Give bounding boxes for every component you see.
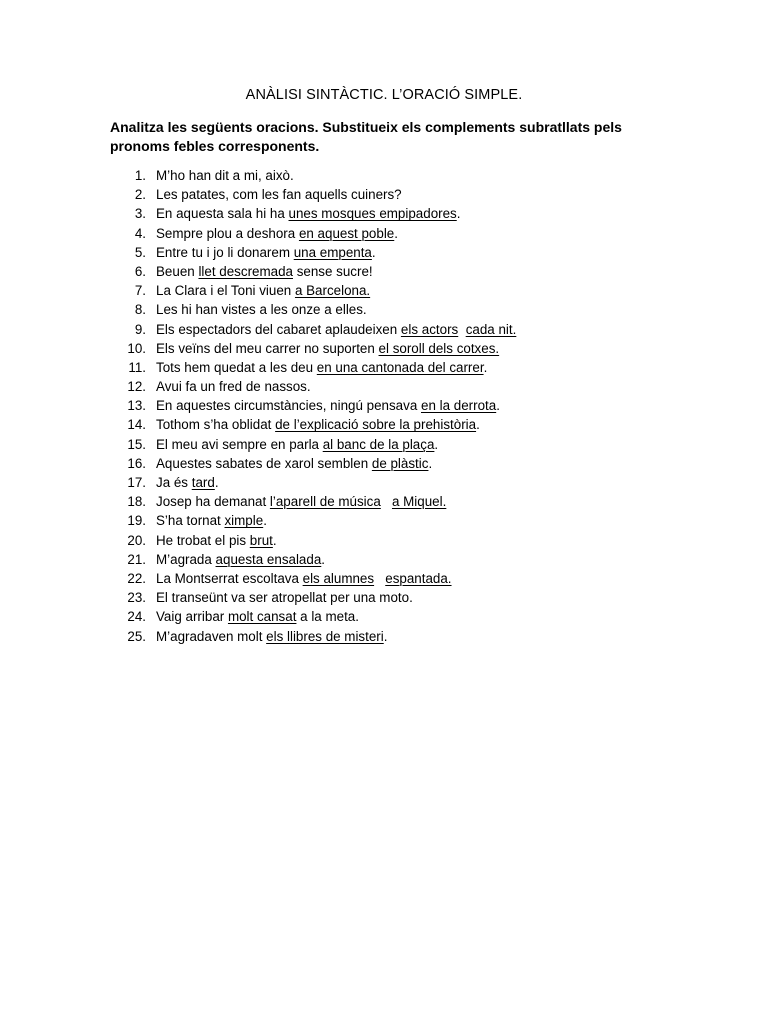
sentence-text: .	[214, 475, 219, 490]
exercise-item	[110, 473, 670, 492]
exercise-number: 24.	[127, 609, 146, 625]
sentence-text: .	[321, 551, 326, 567]
exercise-sentence	[156, 511, 267, 530]
exercise-sentence	[156, 435, 438, 454]
exercise-item	[110, 607, 670, 626]
exercise-number: 16.	[127, 455, 146, 471]
exercise-item	[110, 377, 670, 396]
underlined-complement: els actors	[400, 321, 459, 337]
exercise-item	[110, 300, 670, 319]
exercise-item	[110, 320, 670, 339]
exercise-item	[110, 185, 670, 204]
sentence-text: .	[263, 513, 267, 529]
exercise-sentence	[156, 204, 460, 223]
underlined-complement: a Miquel.	[391, 494, 447, 510]
underlined-complement: llet descremada	[198, 263, 293, 279]
underlined-complement: els llibres de misteri	[266, 628, 384, 644]
exercise-item	[110, 396, 670, 415]
sentence-text: Beuen	[156, 263, 199, 279]
exercise-sentence	[156, 166, 294, 185]
exercise-sentence	[156, 300, 367, 319]
exercise-number: 5.	[134, 244, 146, 260]
sentence-text: La Clara i el Toni viuen	[156, 283, 295, 299]
exercise-sentence	[156, 281, 370, 300]
sentence-text: Tothom s’ha oblidat	[156, 417, 276, 433]
underlined-complement: cada nit.	[465, 321, 517, 337]
sentence-text: He trobat el pis	[156, 532, 250, 548]
exercise-sentence	[156, 185, 402, 204]
exercise-sentence	[156, 396, 500, 415]
sentence-text: En aquestes circumstàncies, ningú pensava	[156, 398, 421, 414]
sentence-text: Les hi han vistes a les onze a elles.	[156, 302, 367, 318]
sentence-text: Ja és	[156, 475, 192, 490]
exercise-sentence	[156, 358, 487, 377]
exercise-sentence	[156, 569, 452, 588]
sentence-text: Aquestes sabates de xarol semblen	[156, 455, 372, 471]
underlined-complement: de l’explicació sobre la prehistòria	[275, 417, 477, 433]
exercise-item	[110, 492, 670, 511]
underlined-complement: al banc de la plaça	[322, 436, 435, 452]
exercise-number: 13.	[127, 398, 146, 414]
exercise-number: 7.	[134, 283, 146, 299]
sentence-text: .	[371, 244, 376, 260]
underlined-complement: tard	[191, 475, 215, 490]
exercise-item	[110, 569, 670, 588]
sentence-text: M’ho han dit a mi, això.	[156, 168, 294, 183]
underlined-complement: una empenta	[293, 244, 372, 260]
exercise-sentence	[156, 607, 359, 626]
sentence-text: Sempre plou a deshora	[156, 225, 299, 241]
exercise-sentence	[156, 262, 373, 281]
sentence-text: En aquesta sala hi ha	[156, 206, 289, 222]
sentence-text: Tots hem quedat a les deu	[156, 359, 317, 375]
underlined-complement: unes mosques empipadores	[288, 206, 457, 222]
exercise-number: 17.	[127, 475, 146, 490]
underlined-complement: ximple	[224, 513, 264, 529]
sentence-text: Els veïns del meu carrer no suporten	[156, 340, 379, 356]
sentence-text: .	[394, 225, 398, 241]
sentence-text	[458, 322, 465, 337]
exercise-sentence	[156, 588, 413, 607]
exercise-number: 21.	[127, 551, 146, 567]
exercise-item	[110, 204, 670, 223]
exercise-sentence	[156, 550, 325, 569]
exercise-item	[110, 224, 670, 243]
exercise-sentence	[156, 454, 432, 473]
exercise-sentence	[156, 320, 516, 339]
exercise-item	[110, 511, 670, 530]
exercise-number: 9.	[134, 321, 146, 337]
exercise-number: 10.	[127, 340, 146, 356]
sentence-text: .	[456, 206, 461, 222]
sentence-text	[381, 494, 392, 509]
sentence-text: M’agradaven molt	[156, 628, 267, 644]
sentence-text	[374, 571, 385, 586]
exercise-sentence	[156, 492, 446, 511]
sentence-text: El transeünt va ser atropellat per una moto.	[156, 590, 413, 606]
sentence-text: a la meta.	[296, 609, 359, 625]
sentence-text: Les patates, com les fan aquells cuiners?	[156, 187, 402, 203]
exercise-number: 11.	[128, 359, 146, 375]
sentence-text: .	[434, 436, 439, 452]
sentence-text: sense sucre!	[292, 263, 373, 279]
sentence-text: .	[476, 417, 480, 433]
sentence-text: .	[272, 532, 277, 548]
exercise-sentence	[156, 531, 277, 550]
sentence-text: La Montserrat escoltava	[156, 570, 303, 586]
exercise-number: 4.	[134, 225, 146, 241]
underlined-complement: el soroll dels cotxes.	[378, 340, 500, 356]
sentence-text: Entre tu i jo li donarem	[156, 244, 294, 260]
exercise-item	[110, 531, 670, 550]
exercise-number: 1.	[134, 168, 146, 183]
exercise-item	[110, 358, 670, 377]
exercise-list	[110, 166, 670, 646]
sentence-text: .	[428, 455, 433, 471]
underlined-complement: a Barcelona.	[294, 283, 371, 299]
sentence-text: Vaig arribar	[156, 609, 228, 625]
exercise-item	[110, 454, 670, 473]
exercise-number: 23.	[127, 590, 146, 606]
instructions-text: Analitza les següents oracions. Substitueix els complements subratllats pels pronoms febles corresponents.	[110, 119, 622, 154]
underlined-complement: brut	[249, 532, 273, 548]
sentence-text: Josep ha demanat	[156, 494, 270, 510]
exercise-number: 6.	[134, 263, 146, 279]
exercise-item	[110, 339, 670, 358]
sentence-text: Els espectadors del cabaret aplaudeixen	[156, 321, 401, 337]
exercise-sentence	[156, 473, 219, 492]
exercise-sentence	[156, 415, 480, 434]
exercise-number: 25.	[127, 628, 146, 644]
exercise-number: 22.	[127, 570, 146, 586]
exercise-number: 3.	[134, 206, 146, 222]
underlined-complement: en la derrota	[421, 398, 497, 414]
underlined-complement: en aquest poble	[298, 225, 395, 241]
exercise-number: 2.	[134, 187, 146, 203]
underlined-complement: espantada.	[385, 570, 452, 586]
exercise-sentence	[156, 377, 311, 396]
exercise-number: 18.	[127, 494, 146, 510]
exercise-item	[110, 262, 670, 281]
sentence-text: .	[483, 359, 488, 375]
sentence-text: .	[383, 628, 388, 644]
exercise-item	[110, 588, 670, 607]
underlined-complement: de plàstic	[371, 455, 429, 471]
exercise-number: 12.	[127, 379, 146, 395]
sentence-text: El meu avi sempre en parla	[156, 436, 323, 452]
exercise-sentence	[156, 224, 398, 243]
exercise-number: 20.	[127, 532, 146, 548]
exercise-item	[110, 550, 670, 569]
exercise-item	[110, 281, 670, 300]
sentence-text: .	[496, 398, 500, 414]
exercise-number: 14.	[127, 417, 146, 433]
underlined-complement: molt cansat	[227, 609, 297, 625]
underlined-complement: en una cantonada del carrer	[316, 359, 484, 375]
exercise-sentence	[156, 339, 499, 358]
underlined-complement: els alumnes	[302, 570, 375, 586]
page-title: ANÀLISI SINTÀCTIC. L’ORACIÓ SIMPLE.	[245, 87, 523, 103]
sentence-text: Avui fa un fred de nassos.	[156, 379, 311, 395]
exercise-item	[110, 415, 670, 434]
exercise-number: 19.	[127, 513, 146, 529]
exercise-item	[110, 166, 670, 185]
exercise-item	[110, 627, 670, 646]
exercise-sentence	[156, 243, 376, 262]
sentence-text: S’ha tornat	[156, 513, 225, 529]
exercise-item	[110, 435, 670, 454]
exercise-number: 8.	[134, 302, 146, 318]
exercise-sentence	[156, 627, 387, 646]
exercise-number: 15.	[127, 436, 146, 452]
underlined-complement: l’aparell de música	[269, 494, 381, 510]
sentence-text: M’agrada	[156, 551, 216, 567]
exercise-item	[110, 243, 670, 262]
underlined-complement: aquesta ensalada	[215, 551, 322, 567]
